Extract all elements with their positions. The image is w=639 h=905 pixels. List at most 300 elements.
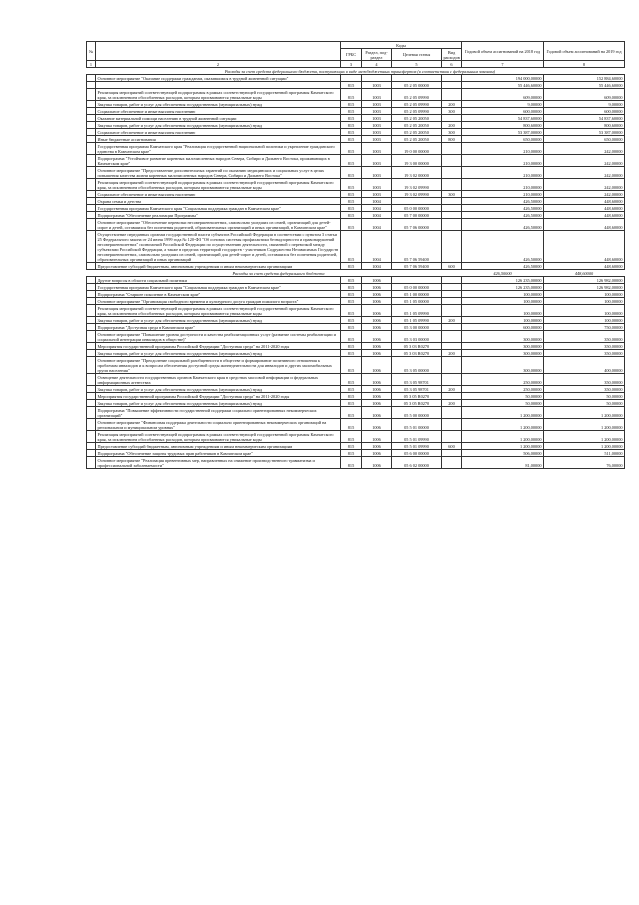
table-row bbox=[87, 143, 625, 155]
cell-no bbox=[87, 115, 96, 122]
cell-amount-2018: 250,00000 bbox=[462, 374, 544, 386]
cell-razdel: 1006 bbox=[362, 291, 392, 298]
cell-name: Подпрограмма "Устойчивое развитие коренных малочисленных народов Севера, Сибири и Дальнего Востока, проживающих в Камчатском крае" bbox=[96, 155, 341, 167]
cell-no bbox=[87, 191, 96, 198]
cell-grbs: 815 bbox=[341, 298, 362, 305]
cell-amount-2018: 100,00000 bbox=[462, 298, 544, 305]
cell-amount-2018: 210,00000 bbox=[462, 179, 544, 191]
cell-vr bbox=[442, 450, 462, 457]
cell-amount-2019: 1 200,00000 bbox=[544, 431, 625, 443]
cell-no bbox=[87, 443, 96, 450]
cell-vr bbox=[442, 291, 462, 298]
cell-grbs: 815 bbox=[341, 284, 362, 291]
cell-csr: 05 3 05 R0270 bbox=[392, 400, 442, 407]
cell-name: Основное мероприятие "Преодоление социальной разобщенности в обществе и формирование позитивного отношения к проблемам инвалидов и к вопросам обеспечения доступной среды жизнедеятельности для инвалидов и других маломобильных групп населения" bbox=[96, 357, 341, 374]
cell-grbs: 815 bbox=[341, 431, 362, 443]
cell-razdel bbox=[362, 75, 392, 82]
cell-razdel: 1006 bbox=[362, 350, 392, 357]
cell-amount-2019: 511,00000 bbox=[544, 450, 625, 457]
cell-razdel: 1003 bbox=[362, 136, 392, 143]
table-row bbox=[87, 205, 625, 212]
table-row bbox=[87, 129, 625, 136]
cell-amount-2018: 426,50000 bbox=[462, 205, 544, 212]
cell-amount-2019: 350,00000 bbox=[544, 350, 625, 357]
cell-amount-2018: 100,00000 bbox=[462, 305, 544, 317]
cell-grbs: 815 bbox=[341, 191, 362, 198]
cell-no bbox=[87, 419, 96, 431]
section-note: Расходы за счет средств федерального бюджета, поступающих в виде межбюджетных трансфертов (в соответствии с федеральным законом) bbox=[96, 68, 625, 75]
table-row bbox=[87, 291, 625, 298]
cell-no bbox=[87, 122, 96, 129]
cell-grbs: 815 bbox=[341, 324, 362, 331]
cell-grbs: 815 bbox=[341, 450, 362, 457]
cell-grbs: 815 bbox=[341, 155, 362, 167]
cell-vr: 300 bbox=[442, 191, 462, 198]
table-row bbox=[87, 68, 625, 75]
cell-amount-2018: 54 837,60000 bbox=[462, 115, 544, 122]
table-row bbox=[87, 284, 625, 291]
cell-amount-2019: 800,60000 bbox=[544, 122, 625, 129]
cell-csr: 05 2 05 09990 bbox=[392, 89, 442, 101]
cell-name: Подпрограмма "Доступная среда в Камчатском крае" bbox=[96, 324, 341, 331]
table-row bbox=[87, 191, 625, 198]
cell-csr: 05 7 00 00000 bbox=[392, 212, 442, 219]
cell-amount-2019: 650,00000 bbox=[544, 136, 625, 143]
cell-grbs: 815 bbox=[341, 219, 362, 231]
cell-vr: 800 bbox=[442, 136, 462, 143]
col-header-csr: Целевая статья bbox=[392, 49, 442, 61]
cell-amount-2018: 55 446,60000 bbox=[462, 82, 544, 89]
cell-vr bbox=[442, 231, 462, 263]
cell-csr: 05 3 05 00000 bbox=[392, 357, 442, 374]
table-row bbox=[87, 393, 625, 400]
cell-vr bbox=[442, 82, 462, 89]
cell-grbs: 815 bbox=[341, 419, 362, 431]
cell-csr: 05 7 06 59400 bbox=[392, 263, 442, 270]
col-num-2: 2 bbox=[96, 61, 341, 68]
cell-vr bbox=[442, 298, 462, 305]
cell-grbs: 815 bbox=[341, 443, 362, 450]
col-header-codes: Коды bbox=[341, 42, 462, 49]
cell-amount-2019: 126 982,00000 bbox=[544, 277, 625, 284]
cell-vr bbox=[442, 331, 462, 343]
cell-razdel: 1004 bbox=[362, 219, 392, 231]
cell-amount-2019: 242,00000 bbox=[544, 143, 625, 155]
cell-grbs: 815 bbox=[341, 357, 362, 374]
cell-no bbox=[87, 317, 96, 324]
cell-grbs: 815 bbox=[341, 407, 362, 419]
cell-amount-2019: 100,00000 bbox=[544, 317, 625, 324]
table-row bbox=[87, 167, 625, 179]
col-num-1: 1 bbox=[87, 61, 96, 68]
cell-no bbox=[87, 331, 96, 343]
cell-name: Реализация мероприятий соответствующей подпрограммы в рамках соответствующей государственной программы Камчатского края, за исключением обособленных расходов, которым присваиваются уникальные коды bbox=[96, 179, 341, 191]
cell-amount-2019: 400,00000 bbox=[544, 357, 625, 374]
cell-amount-2018: 609,00000 bbox=[462, 89, 544, 101]
cell-csr: 05 2 05 09990 bbox=[392, 108, 442, 115]
cell-amount-2018: 1 200,00000 bbox=[462, 419, 544, 431]
cell-grbs: 815 bbox=[341, 400, 362, 407]
cell-csr: 19 3 00 00000 bbox=[392, 155, 442, 167]
table-row bbox=[87, 82, 625, 89]
cell-vr bbox=[442, 393, 462, 400]
cell-name: Мероприятия государственной программы Российской Федерации "Доступная среда" на 2011-2020 годы bbox=[96, 343, 341, 350]
cell-grbs: 815 bbox=[341, 350, 362, 357]
cell-no bbox=[87, 75, 96, 82]
cell-no bbox=[87, 198, 96, 205]
cell-razdel: 1003 bbox=[362, 179, 392, 191]
table-row bbox=[87, 231, 625, 263]
cell-grbs: 815 bbox=[341, 89, 362, 101]
cell-csr: 05 1 05 00000 bbox=[392, 298, 442, 305]
cell-amount-2018: 800,60000 bbox=[462, 122, 544, 129]
table-row bbox=[87, 89, 625, 101]
table-row bbox=[87, 198, 625, 205]
cell-grbs: 815 bbox=[341, 374, 362, 386]
cell-razdel: 1004 bbox=[362, 198, 392, 205]
cell-name: Закупка товаров, работ и услуг для обеспечения государственных (муниципальных) нужд bbox=[96, 317, 341, 324]
cell-csr: 05 3 05 98701 bbox=[392, 386, 442, 393]
table-row bbox=[87, 357, 625, 374]
cell-csr: 05 6 00 00000 bbox=[392, 450, 442, 457]
cell-no bbox=[87, 212, 96, 219]
cell-grbs: 815 bbox=[341, 457, 362, 469]
cell-amount-2019: 1 200,00000 bbox=[544, 443, 625, 450]
cell-csr: 05 2 05 20050 bbox=[392, 129, 442, 136]
cell-grbs: 815 bbox=[341, 179, 362, 191]
table-row bbox=[87, 450, 625, 457]
cell-no bbox=[87, 179, 96, 191]
cell-amount-2018: 250,00000 bbox=[462, 386, 544, 393]
cell-amount-2019: 350,00000 bbox=[544, 386, 625, 393]
cell-razdel: 1003 bbox=[362, 101, 392, 108]
budget-table bbox=[86, 41, 625, 469]
cell-grbs bbox=[341, 75, 362, 82]
table-row bbox=[87, 457, 625, 469]
cell-name: Государственная программа Камчатского края "Социальная поддержка граждан в Камчатском крае" bbox=[96, 284, 341, 291]
cell-csr: 19 3 02 09990 bbox=[392, 191, 442, 198]
cell-grbs: 815 bbox=[341, 277, 362, 284]
table-row bbox=[87, 179, 625, 191]
col-header-2018: Годовой объем ассигнований на 2018 год bbox=[462, 42, 544, 61]
cell-razdel: 1006 bbox=[362, 331, 392, 343]
cell-amount-2019: 242,00000 bbox=[544, 179, 625, 191]
cell-vr bbox=[442, 407, 462, 419]
cell-razdel: 1004 bbox=[362, 263, 392, 270]
cell-amount-2019: 9,00000 bbox=[544, 101, 625, 108]
cell-no bbox=[87, 263, 96, 270]
cell-amount-2019: 53 387,00000 bbox=[544, 129, 625, 136]
cell-razdel: 1006 bbox=[362, 386, 392, 393]
cell-vr bbox=[442, 374, 462, 386]
cell-csr: 05 2 05 20050 bbox=[392, 115, 442, 122]
cell-csr: 05 1 00 00000 bbox=[392, 291, 442, 298]
cell-csr: 05 5 01 09990 bbox=[392, 443, 442, 450]
cell-csr: 05 3 03 00000 bbox=[392, 331, 442, 343]
cell-no bbox=[87, 219, 96, 231]
cell-grbs: 815 bbox=[341, 291, 362, 298]
cell-amount-2018: 506,00000 bbox=[462, 450, 544, 457]
cell-name: Социальное обеспечение и иные выплаты населению bbox=[96, 108, 341, 115]
cell-no bbox=[87, 231, 96, 263]
cell-vr bbox=[442, 179, 462, 191]
cell-name: Подпрограмма "Обеспечение реализации Программы" bbox=[96, 212, 341, 219]
cell-no bbox=[87, 457, 96, 469]
cell-grbs: 815 bbox=[341, 212, 362, 219]
cell-amount-2019: 1 200,00000 bbox=[544, 419, 625, 431]
cell-csr: 05 5 00 00000 bbox=[392, 407, 442, 419]
cell-no bbox=[87, 143, 96, 155]
cell-grbs: 815 bbox=[341, 263, 362, 270]
cell-vr bbox=[442, 357, 462, 374]
col-header-grbs: ГРБС bbox=[341, 49, 362, 61]
cell-no bbox=[87, 277, 96, 284]
cell-amount-2019: 600,00000 bbox=[544, 108, 625, 115]
cell-no bbox=[87, 89, 96, 101]
cell-vr bbox=[442, 324, 462, 331]
cell-no bbox=[87, 374, 96, 386]
cell-razdel: 1006 bbox=[362, 324, 392, 331]
cell-grbs: 815 bbox=[341, 101, 362, 108]
cell-amount-2019: 448,60000 bbox=[544, 212, 625, 219]
cell-razdel: 1006 bbox=[362, 317, 392, 324]
cell-amount-2018: 600,00000 bbox=[462, 324, 544, 331]
cell-amount-2019: 242,00000 bbox=[544, 191, 625, 198]
cell-razdel: 1006 bbox=[362, 419, 392, 431]
cell-razdel: 1006 bbox=[362, 457, 392, 469]
cell-amount-2018: 126 235,00000 bbox=[462, 277, 544, 284]
cell-amount-2019: 1 200,00000 bbox=[544, 407, 625, 419]
cell-grbs: 815 bbox=[341, 129, 362, 136]
cell-no bbox=[87, 155, 96, 167]
cell-razdel: 1003 bbox=[362, 191, 392, 198]
cell-amount-2018: 1 200,00000 bbox=[462, 431, 544, 443]
cell-name: Реализация мероприятий соответствующей подпрограммы в рамках соответствующей государственной программы Камчатского края, за исключением обособленных расходов, которым присваиваются уникальные коды bbox=[96, 89, 341, 101]
cell-name: Государственная программа Камчатского края "Социальная поддержка граждан в Камчатском крае" bbox=[96, 205, 341, 212]
cell-amount-2018: 210,00000 bbox=[462, 191, 544, 198]
cell-no bbox=[87, 343, 96, 350]
cell-amount-2019: 100,00000 bbox=[544, 298, 625, 305]
cell-name: Закупка товаров, работ и услуг для обеспечения государственных (муниципальных) нужд bbox=[96, 350, 341, 357]
cell-vr bbox=[442, 305, 462, 317]
cell-amount-2018: 426,50000 bbox=[462, 270, 544, 277]
cell-no bbox=[87, 108, 96, 115]
cell-no bbox=[87, 350, 96, 357]
col-num-6: 6 bbox=[442, 61, 462, 68]
cell-razdel: 1006 bbox=[362, 374, 392, 386]
cell-name: Иные бюджетные ассигнования bbox=[96, 136, 341, 143]
cell-name: Осуществление переданных органам государственной власти субъектов Российской Федерации в соответствии с пунктом 3 статьи 25 Федерального закона от 24 июня 1999 года № 120-ФЗ "Об основах системы профилактики безнадзорности и правонарушений несовершеннолетних" полномочий Российской Федерации по осуществлению деятельности, связанной с перевозкой между субъектами Российской Федерации, а также в пределах территорий государств - участников Содружества Независимых Государств несовершеннолетних, самовольно ушедших из семей, организаций для детей-сирот и детей, оставшихся без попечения родителей, образовательных организаций и иных организаций bbox=[96, 231, 341, 263]
table-row bbox=[87, 108, 625, 115]
cell-csr: 05 7 06 59400 bbox=[392, 231, 442, 263]
cell-amount-2018: 1 200,00000 bbox=[462, 407, 544, 419]
cell-amount-2018: 53 387,00000 bbox=[462, 129, 544, 136]
cell-vr bbox=[442, 155, 462, 167]
cell-grbs: 815 bbox=[341, 143, 362, 155]
cell-razdel: 1006 bbox=[362, 305, 392, 317]
cell-csr bbox=[392, 277, 442, 284]
cell-csr: 05 2 05 09990 bbox=[392, 101, 442, 108]
cell-csr: 19 3 02 00000 bbox=[392, 167, 442, 179]
cell-amount-2019: 448,60000 bbox=[544, 270, 625, 277]
table-row bbox=[87, 431, 625, 443]
cell-amount-2019: 152 884,60000 bbox=[544, 75, 625, 82]
table-row bbox=[87, 270, 625, 277]
table-row bbox=[87, 386, 625, 393]
cell-csr: 05 7 06 00000 bbox=[392, 219, 442, 231]
col-num-8: 8 bbox=[544, 61, 625, 68]
cell-vr bbox=[442, 284, 462, 291]
cell-no bbox=[87, 68, 96, 75]
table-row bbox=[87, 122, 625, 129]
cell-amount-2019: 448,60000 bbox=[544, 219, 625, 231]
cell-amount-2019: 50,00000 bbox=[544, 400, 625, 407]
cell-name: Предоставление субсидий бюджетным, автономным учреждениям и иным некоммерческим организациям bbox=[96, 443, 341, 450]
cell-name: Закупка товаров, работ и услуг для обеспечения государственных (муниципальных) нужд bbox=[96, 386, 341, 393]
cell-no bbox=[87, 386, 96, 393]
cell-name: Подпрограмма "Старшее поколение в Камчатском крае" bbox=[96, 291, 341, 298]
table-body bbox=[87, 68, 625, 469]
cell-razdel: 1004 bbox=[362, 231, 392, 263]
cell-name: Социальное обеспечение и иные выплаты населению bbox=[96, 129, 341, 136]
cell-vr: 200 bbox=[442, 122, 462, 129]
cell-name: Закупка товаров, работ и услуг для обеспечения государственных (муниципальных) нужд bbox=[96, 400, 341, 407]
cell-vr: 600 bbox=[442, 263, 462, 270]
cell-grbs: 815 bbox=[341, 305, 362, 317]
cell-razdel: 1003 bbox=[362, 167, 392, 179]
cell-amount-2018: 426,50000 bbox=[462, 263, 544, 270]
cell-amount-2018: 194 000,00000 bbox=[462, 75, 544, 82]
cell-vr bbox=[442, 198, 462, 205]
cell-amount-2018: 650,00000 bbox=[462, 136, 544, 143]
table-row bbox=[87, 419, 625, 431]
cell-amount-2019: 100,00000 bbox=[544, 291, 625, 298]
cell-vr bbox=[442, 343, 462, 350]
cell-vr bbox=[442, 419, 462, 431]
cell-vr bbox=[442, 115, 462, 122]
cell-grbs: 815 bbox=[341, 205, 362, 212]
cell-vr: 200 bbox=[442, 350, 462, 357]
cell-no bbox=[87, 270, 96, 277]
table-row bbox=[87, 324, 625, 331]
cell-amount-2019: 54 837,60000 bbox=[544, 115, 625, 122]
table-row bbox=[87, 374, 625, 386]
cell-amount-2019: 76,00000 bbox=[544, 457, 625, 469]
cell-amount-2018: 300,00000 bbox=[462, 343, 544, 350]
cell-vr: 200 bbox=[442, 317, 462, 324]
cell-amount-2018: 210,00000 bbox=[462, 167, 544, 179]
cell-amount-2018: 126 235,00000 bbox=[462, 284, 544, 291]
cell-amount-2018: 100,00000 bbox=[462, 317, 544, 324]
cell-no bbox=[87, 101, 96, 108]
cell-amount-2019: 242,00000 bbox=[544, 167, 625, 179]
cell-razdel: 1003 bbox=[362, 155, 392, 167]
cell-csr: 05 5 01 00000 bbox=[392, 419, 442, 431]
cell-amount-2018: 426,50000 bbox=[462, 212, 544, 219]
col-num-5: 5 bbox=[392, 61, 442, 68]
cell-no bbox=[87, 305, 96, 317]
cell-razdel: 1006 bbox=[362, 431, 392, 443]
cell-razdel: 1006 bbox=[362, 393, 392, 400]
cell-amount-2018: 426,50000 bbox=[462, 198, 544, 205]
cell-amount-2019: 350,00000 bbox=[544, 374, 625, 386]
cell-razdel: 1003 bbox=[362, 115, 392, 122]
cell-amount-2018: 81,00000 bbox=[462, 457, 544, 469]
cell-vr bbox=[442, 89, 462, 101]
cell-amount-2019: 126 982,00000 bbox=[544, 284, 625, 291]
cell-csr: 19 0 00 00000 bbox=[392, 143, 442, 155]
cell-name: Освещение деятельности государственных органов Камчатского края в средствах массовой информации и федеральных информационных агентствах bbox=[96, 374, 341, 386]
cell-amount-2018: 300,00000 bbox=[462, 350, 544, 357]
cell-grbs: 815 bbox=[341, 122, 362, 129]
cell-name: Предоставление субсидий бюджетным, автономным учреждениям и иным некоммерческим организациям bbox=[96, 263, 341, 270]
table-row bbox=[87, 331, 625, 343]
cell-name: Социальное обеспечение и иные выплаты населению bbox=[96, 191, 341, 198]
col-num-3: 3 bbox=[341, 61, 362, 68]
col-header-name bbox=[96, 42, 341, 61]
cell-vr: 300 bbox=[442, 108, 462, 115]
cell-amount-2018: 100,00000 bbox=[462, 291, 544, 298]
cell-grbs: 815 bbox=[341, 136, 362, 143]
table-row bbox=[87, 219, 625, 231]
cell-name: Реализация мероприятий соответствующей подпрограммы в рамках соответствующей государственной программы Камчатского края, за исключением обособленных расходов, которым присваиваются уникальные коды bbox=[96, 305, 341, 317]
cell-razdel: 1006 bbox=[362, 357, 392, 374]
cell-name: Государственная программа Камчатского края "Реализация государственной национальной политики и укрепление гражданского единства в Камчатском крае" bbox=[96, 143, 341, 155]
cell-csr: 05 6 02 00000 bbox=[392, 457, 442, 469]
cell-no bbox=[87, 324, 96, 331]
cell-no bbox=[87, 167, 96, 179]
cell-vr bbox=[442, 431, 462, 443]
table-row bbox=[87, 350, 625, 357]
cell-name: Оказание материальной помощи населению в трудной жизненной ситуации bbox=[96, 115, 341, 122]
cell-name: Основное мероприятие "Предоставление дополнительных гарантий по оказанию медицинских и социальных услуг в целях повышения качества жизни коренных малочисленных народов Севера, Сибири и Дальнего Востока" bbox=[96, 167, 341, 179]
cell-grbs: 815 bbox=[341, 167, 362, 179]
cell-no bbox=[87, 136, 96, 143]
table-row bbox=[87, 298, 625, 305]
cell-amount-2018: 9,00000 bbox=[462, 101, 544, 108]
cell-csr: 05 3 00 00000 bbox=[392, 324, 442, 331]
cell-amount-2019: 448,60000 bbox=[544, 263, 625, 270]
cell-vr bbox=[442, 219, 462, 231]
cell-grbs: 815 bbox=[341, 82, 362, 89]
table-row bbox=[87, 443, 625, 450]
cell-name: Реализация мероприятий соответствующей подпрограммы в рамках соответствующей государственной программы Камчатского края, за исключением обособленных расходов, которым присваиваются уникальные коды bbox=[96, 431, 341, 443]
table-row bbox=[87, 407, 625, 419]
cell-grbs: 815 bbox=[341, 198, 362, 205]
cell-no bbox=[87, 400, 96, 407]
cell-amount-2018: 600,00000 bbox=[462, 108, 544, 115]
cell-no bbox=[87, 205, 96, 212]
col-num-4: 4 bbox=[362, 61, 392, 68]
cell-csr: 19 3 02 09990 bbox=[392, 179, 442, 191]
cell-razdel: 1006 bbox=[362, 443, 392, 450]
section-note: Расходы за счет средств федерального бюджета bbox=[96, 270, 462, 277]
cell-razdel: 1006 bbox=[362, 284, 392, 291]
cell-amount-2018: 426,50000 bbox=[462, 231, 544, 263]
cell-razdel: 1006 bbox=[362, 407, 392, 419]
cell-vr: 200 bbox=[442, 386, 462, 393]
cell-csr: 05 3 05 R0270 bbox=[392, 393, 442, 400]
cell-razdel: 1003 bbox=[362, 82, 392, 89]
cell-name: Основное мероприятие "Организация свободного времени и культурного досуга граждан пожилого возраста" bbox=[96, 298, 341, 305]
cell-amount-2019: 100,00000 bbox=[544, 305, 625, 317]
cell-grbs: 815 bbox=[341, 231, 362, 263]
cell-no bbox=[87, 284, 96, 291]
cell-grbs: 815 bbox=[341, 386, 362, 393]
cell-razdel: 1004 bbox=[362, 205, 392, 212]
cell-csr bbox=[392, 198, 442, 205]
cell-csr: 05 1 05 09990 bbox=[392, 305, 442, 317]
